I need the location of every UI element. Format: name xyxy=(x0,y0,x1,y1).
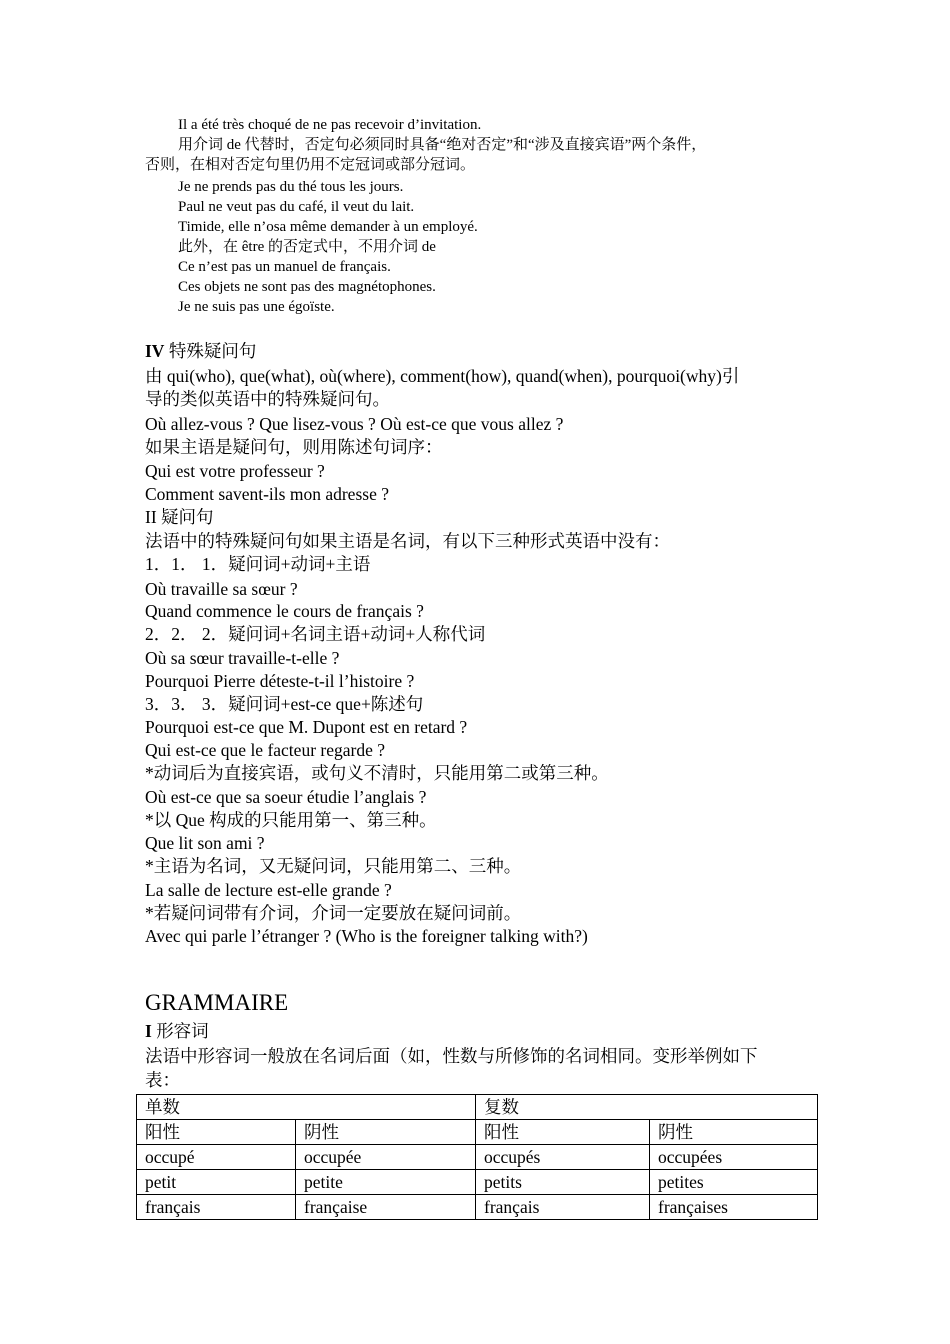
example-sentence: Avec qui parle l’étranger ? (Who is the foreigner talking with?) xyxy=(145,926,588,946)
table-cell: française xyxy=(296,1195,476,1220)
subsection-heading: II 疑问句 xyxy=(145,507,214,527)
body-line: 由 qui(who), que(what), où(where), comment(how), quand(when), pourquoi(why)引 xyxy=(145,366,740,386)
grammaire-heading: GRAMMAIRE xyxy=(145,990,289,1015)
group-header-singular: 单数 xyxy=(137,1095,476,1120)
example-sentence: Quand commence le cours de français ? xyxy=(145,601,424,621)
section-heading xyxy=(145,1020,209,1042)
section-number: IV xyxy=(145,341,165,361)
header-feminine: 阴性 xyxy=(296,1120,476,1145)
note-line: *动词后为直接宾语，或句义不清时，只能用第二或第三种。 xyxy=(145,763,609,783)
body-line: 表： xyxy=(145,1070,180,1090)
header-masculine: 阳性 xyxy=(137,1120,296,1145)
example-sentence: Je ne prends pas du thé tous les jours. xyxy=(178,179,404,195)
table-cell: françaises xyxy=(650,1195,818,1220)
example-sentence: Paul ne veut pas du café, il veut du lait. xyxy=(178,199,415,215)
table-cell: français xyxy=(476,1195,650,1220)
example-sentence: Comment savent-ils mon adresse ? xyxy=(145,484,389,504)
header-masculine: 阳性 xyxy=(476,1120,650,1145)
example-sentence: Où allez-vous ? Que lisez-vous ? Où est-ce que vous allez ? xyxy=(145,414,564,434)
example-sentence: Pourquoi Pierre déteste-t-il l’histoire ? xyxy=(145,671,415,691)
table-row xyxy=(137,1195,818,1220)
example-sentence: Ces objets ne sont pas des magnétophones. xyxy=(178,279,436,295)
example-sentence: Timide, elle n’osa même demander à un employé. xyxy=(178,219,478,235)
numbered-form: 3．3． 3．疑问词+est-ce que+陈述句 xyxy=(145,694,424,714)
section-heading xyxy=(145,340,256,362)
example-sentence: Où travaille sa sœur ? xyxy=(145,579,298,599)
table-cell: petite xyxy=(296,1170,476,1195)
body-line: 法语中的特殊疑问句如果主语是名词，有以下三种形式英语中没有： xyxy=(145,531,670,551)
note-line: *以 Que 构成的只能用第一、第三种。 xyxy=(145,810,437,830)
example-sentence: Il a été très choqué de ne pas recevoir d’invitation. xyxy=(178,117,482,133)
table-row xyxy=(137,1170,818,1195)
example-sentence: Où sa sœur travaille-t-elle ? xyxy=(145,648,340,668)
example-sentence: Où est-ce que sa soeur étudie l’anglais ? xyxy=(145,787,427,807)
example-sentence: Que lit son ami ? xyxy=(145,833,265,853)
table-sub-header-row xyxy=(137,1120,818,1145)
table-cell: petites xyxy=(650,1170,818,1195)
numbered-form: 1．1． 1．疑问词+动词+主语 xyxy=(145,554,371,574)
example-sentence: Je ne suis pas une égoïste. xyxy=(178,299,335,315)
note-line: *主语为名词，又无疑问词，只能用第二、三种。 xyxy=(145,856,522,876)
section-title: 特殊疑问句 xyxy=(164,341,257,361)
example-sentence: Ce n’est pas un manuel de français. xyxy=(178,259,391,275)
table-cell: petit xyxy=(137,1170,296,1195)
example-sentence: La salle de lecture est-elle grande ? xyxy=(145,880,392,900)
example-sentence: Qui est-ce que le facteur regarde ? xyxy=(145,740,385,760)
table-cell: occupés xyxy=(476,1145,650,1170)
table-cell: occupée xyxy=(296,1145,476,1170)
example-sentence: Pourquoi est-ce que M. Dupont est en retard ? xyxy=(145,717,468,737)
example-sentence: Qui est votre professeur ? xyxy=(145,461,325,481)
rule-text: 用介词 de 代替时，否定句必须同时具备“绝对否定”和“涉及直接宾语”两个条件， xyxy=(178,137,707,153)
rule-text-continued: 否则，在相对否定句里仍用不定冠词或部分冠词。 xyxy=(145,157,476,173)
table-cell: français xyxy=(137,1195,296,1220)
table-cell: petits xyxy=(476,1170,650,1195)
body-line: 如果主语是疑问句，则用陈述句词序： xyxy=(145,437,443,457)
group-header-plural: 复数 xyxy=(476,1095,818,1120)
adjective-table xyxy=(136,1094,818,1220)
section-number: I xyxy=(145,1021,152,1041)
table-cell: occupé xyxy=(137,1145,296,1170)
body-line: 法语中形容词一般放在名词后面（如，性数与所修饰的名词相同。变形举例如下 xyxy=(145,1046,758,1066)
numbered-form: 2．2． 2．疑问词+名词主语+动词+人称代词 xyxy=(145,624,486,644)
body-line: 导的类似英语中的特殊疑问句。 xyxy=(145,389,390,409)
table-row xyxy=(137,1145,818,1170)
note-line: *若疑问词带有介词，介词一定要放在疑问词前。 xyxy=(145,903,522,923)
rule-text: 此外，在 être 的否定式中，不用介词 de xyxy=(178,239,436,255)
section-title: 形容词 xyxy=(151,1021,209,1041)
table-group-header-row xyxy=(137,1095,818,1120)
table-cell: occupées xyxy=(650,1145,818,1170)
header-feminine: 阴性 xyxy=(650,1120,818,1145)
